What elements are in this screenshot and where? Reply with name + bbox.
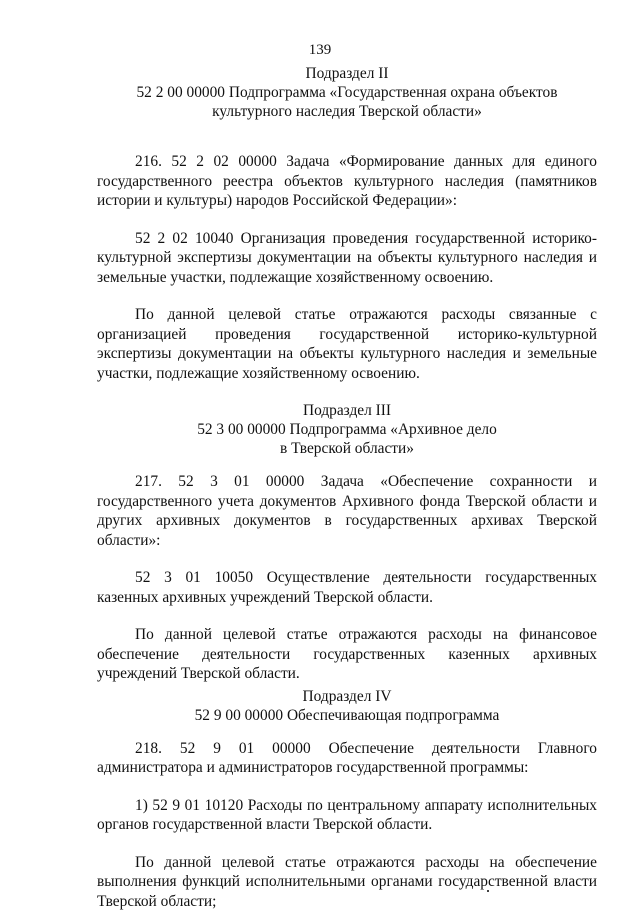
- subprogram-title-line: культурного наследия Тверской области»: [97, 102, 597, 121]
- item-paragraph-52-2-02-10040: 52 2 02 10040 Организация проведения государственной историко-культурной экспертизы документации на объекты культурного наследия и земельные участки, подлежащие хозяйственному освоению.: [97, 229, 597, 288]
- subsection-heading-3: [97, 401, 597, 458]
- subsection-heading-2: [97, 64, 597, 121]
- page-number: 139: [0, 42, 640, 59]
- subsection-title: Подраздел III: [97, 401, 597, 420]
- subprogram-title-line: 52 2 00 00000 Подпрограмма «Государственная охрана объектов: [97, 83, 597, 102]
- document-body: [97, 64, 597, 911]
- subsection-heading-4: [97, 687, 597, 725]
- note-paragraph: По данной целевой статье отражаются расходы связанные с организацией проведения государственной историко-культурной экспертизы документации на объекты культурного наследия и земельные участки, подлежащие хозяйственному освоению.: [97, 305, 597, 383]
- subprogram-title-line: 52 9 00 00000 Обеспечивающая подпрограмма: [97, 706, 597, 725]
- note-paragraph: По данной целевой статье отражаются расходы на обеспечение выполнения функций исполнительными органами государственной власти Тверской области;: [97, 853, 597, 911]
- task-paragraph-216: 216. 52 2 02 00000 Задача «Формирование данных для единого государственного реестра объектов культурного наследия (памятников истории и культуры) народов Российской Федерации»:: [97, 152, 597, 211]
- note-paragraph: По данной целевой статье отражаются расходы на финансовое обеспечение деятельности государственных казенных архивных учреждений Тверской области.: [97, 625, 597, 684]
- task-paragraph-217: 217. 52 3 01 00000 Задача «Обеспечение сохранности и государственного учета документов Архивного фонда Тверской области и других архивных документов в государственных архивах Тверской области»:: [97, 472, 597, 550]
- item-paragraph-52-3-01-10050: 52 3 01 10050 Осуществление деятельности государственных казенных архивных учреждений Тверской области.: [97, 568, 597, 607]
- subsection-title: Подраздел II: [97, 64, 597, 83]
- subprogram-title-line: 52 3 00 00000 Подпрограмма «Архивное дело: [97, 420, 597, 439]
- subprogram-title-line: в Тверской области»: [97, 439, 597, 458]
- task-paragraph-218: 218. 52 9 01 00000 Обеспечение деятельности Главного администратора и администраторов государственной программы:: [97, 739, 597, 778]
- scan-speck: [487, 890, 489, 892]
- subsection-title: Подраздел IV: [97, 687, 597, 706]
- item-paragraph-52-9-01-10120: 1) 52 9 01 10120 Расходы по центральному аппарату исполнительных органов государственной власти Тверской области.: [97, 796, 597, 835]
